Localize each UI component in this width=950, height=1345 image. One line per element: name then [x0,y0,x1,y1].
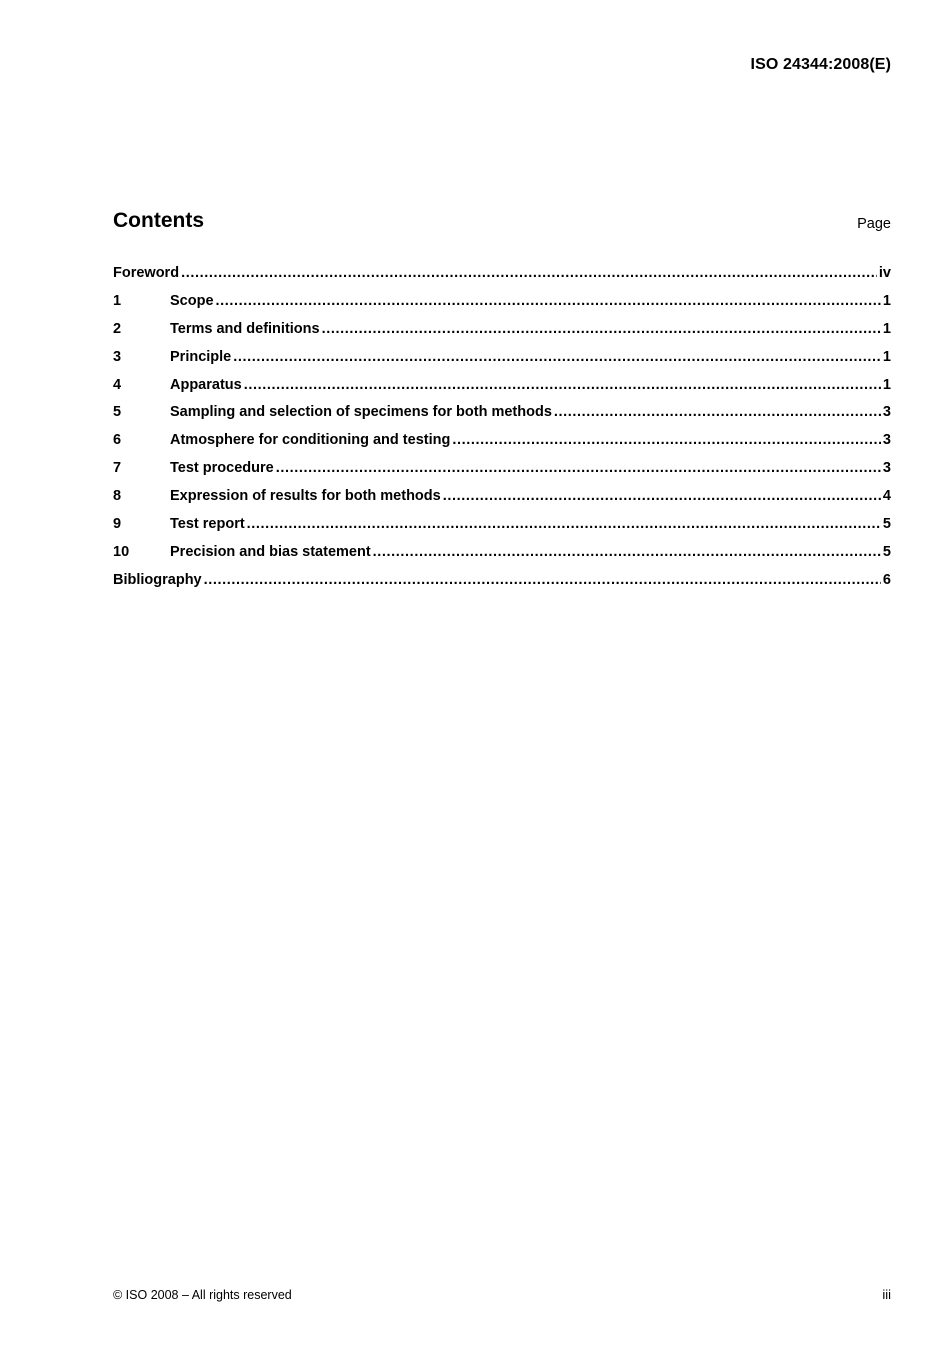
toc-entry-test-procedure[interactable] [113,460,891,488]
toc-entry-page: 1 [882,320,891,337]
toc-entry-title: Precision and bias statement [170,543,371,560]
toc-entry-title: Foreword [113,265,180,281]
toc-entry-title: Expression of results for both methods [170,488,441,505]
toc-entry-title: Apparatus [170,376,242,393]
toc-entry-number: 9 [113,516,122,533]
toc-entry-number: 7 [113,460,122,477]
toc-entry-precision-and-bias[interactable] [113,544,891,572]
footer-page-number: iii [882,1287,891,1302]
toc-dot-leader [216,293,881,309]
toc-dot-leader [322,321,881,337]
contents-title: Contents [113,209,204,232]
toc-dot-leader [373,544,881,560]
toc-entry-terms-and-definitions[interactable] [113,321,891,349]
toc-entry-page: 6 [882,571,891,588]
toc-entry-title: Sampling and selection of specimens for both methods [170,404,552,421]
toc-entry-foreword[interactable] [113,265,891,293]
toc-dot-leader [276,460,881,476]
toc-entry-title: Test report [170,516,245,533]
toc-entry-sampling[interactable] [113,404,891,432]
document-id: ISO 24344:2008(E) [750,56,891,73]
contents-header [113,209,891,239]
toc-entry-title: Test procedure [170,460,274,477]
toc-entry-page: 1 [882,292,891,309]
toc-entry-page: iv [878,265,891,281]
footer-copyright: © ISO 2008 – All rights reserved [113,1288,292,1302]
toc-entry-number: 3 [113,348,122,365]
toc-dot-leader [443,488,881,504]
toc-entry-page: 3 [882,460,891,477]
toc-entry-bibliography[interactable] [113,572,891,600]
toc-entry-test-report[interactable] [113,516,891,544]
toc-dot-leader [181,265,877,281]
toc-entry-page: 5 [882,543,891,560]
toc-entry-number: 5 [113,404,122,421]
toc-entry-page: 1 [882,348,891,365]
toc-dot-leader [247,516,881,532]
toc-entry-title: Bibliography [113,571,202,588]
toc-entry-page: 5 [882,516,891,533]
table-of-contents [113,265,891,600]
toc-dot-leader [554,404,881,420]
toc-entry-number: 2 [113,320,122,337]
toc-entry-number: 8 [113,488,122,505]
toc-entry-principle[interactable] [113,349,891,377]
toc-entry-number: 1 [113,292,122,309]
toc-entry-number: 10 [113,543,130,560]
page-column-label: Page [857,216,891,232]
toc-entry-title: Atmosphere for conditioning and testing [170,432,451,449]
toc-entry-page: 4 [882,488,891,505]
toc-entry-title: Terms and definitions [170,320,320,337]
toc-entry-page: 3 [882,432,891,449]
toc-dot-leader [233,349,881,365]
toc-entry-atmosphere[interactable] [113,432,891,460]
toc-entry-title: Scope [170,292,214,309]
toc-entry-expression-of-results[interactable] [113,488,891,516]
toc-entry-apparatus[interactable] [113,377,891,405]
toc-dot-leader [452,432,881,448]
toc-entry-scope[interactable] [113,293,891,321]
toc-entry-title: Principle [170,348,232,365]
toc-dot-leader [204,572,881,588]
toc-entry-page: 1 [882,376,891,393]
toc-dot-leader [244,377,881,393]
toc-entry-number: 6 [113,432,122,449]
toc-entry-page: 3 [882,404,891,421]
toc-entry-number: 4 [113,376,122,393]
